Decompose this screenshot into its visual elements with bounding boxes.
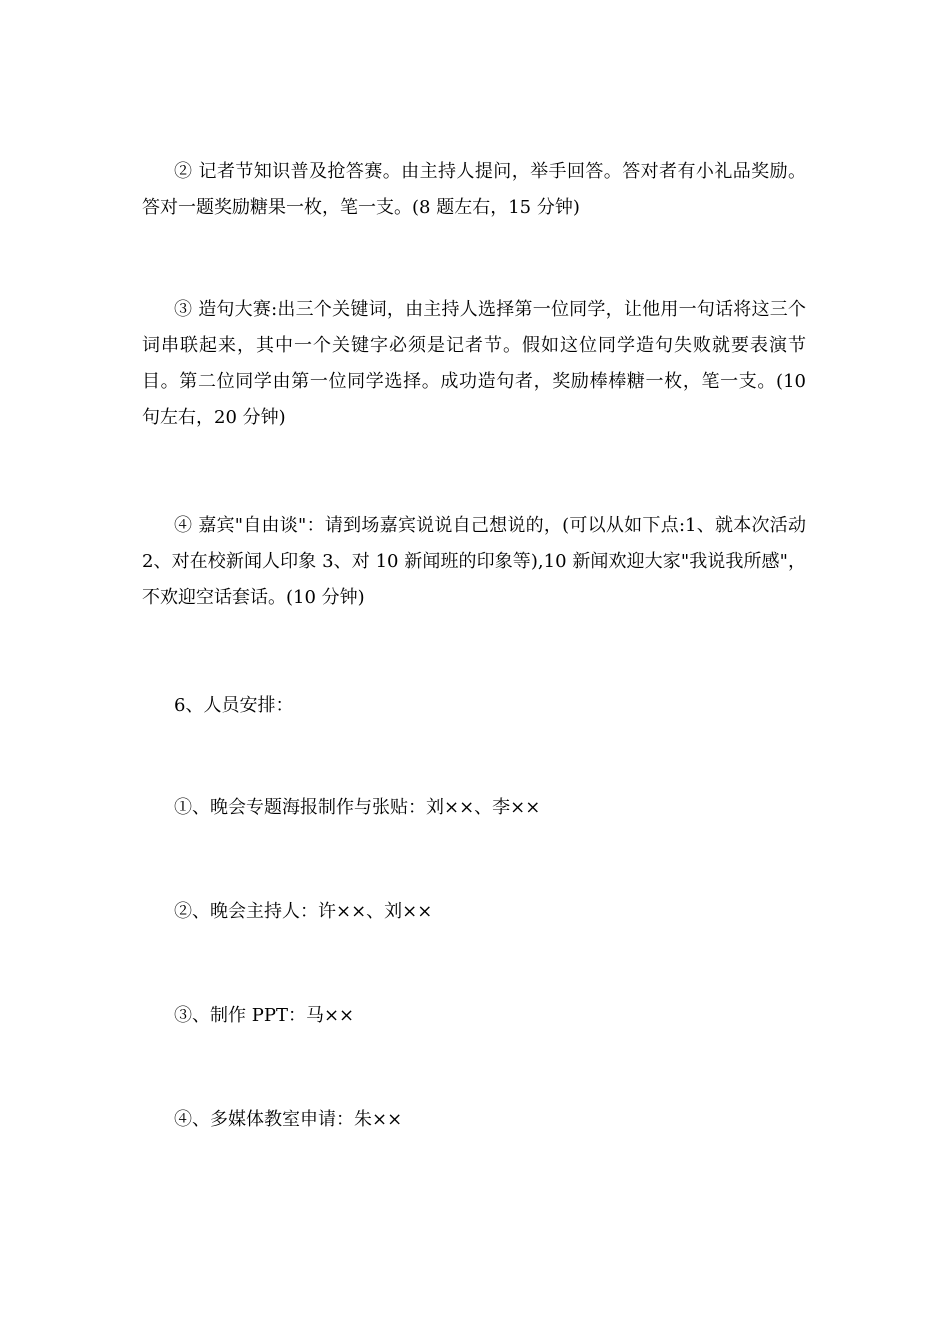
paragraph-sentence-contest: ③ 造句大赛:出三个关键词，由主持人选择第一位同学，让他用一句话将这三个词串联起来，其中一个关键字必须是记者节。假如这位同学造句失败就要表演节目。第二位同学由第一位同学选择。成功造句者，奖励棒棒糖一枚，笔一支。(10 句左右，20 分钟) [142,299,806,428]
staff-item-ppt: ③、制作 PPT：马×× [174,1005,355,1026]
staff-item-host: ②、晚会主持人：许××、刘×× [174,901,433,922]
section-heading: 6、人员安排： [174,695,294,716]
staff-item-classroom: ④、多媒体教室申请：朱×× [174,1109,403,1130]
paragraph-quiz: ② 记者节知识普及抢答赛。由主持人提问，举手回答。答对者有小礼品奖励。答对一题奖励糖果一枚，笔一支。(8 题左右，15 分钟) [142,161,806,218]
staff-item-poster: ①、晚会专题海报制作与张贴：刘××、李×× [174,797,541,818]
paragraph-guest-talk: ④ 嘉宾"自由谈"：请到场嘉宾说说自己想说的，(可以从如下点:1、就本次活动 2、对在校新闻人印象 3、对 10 新闻班的印象等),10 新闻欢迎大家"我说我所感"，不欢迎空话套话。(10 分钟) [142,515,806,608]
